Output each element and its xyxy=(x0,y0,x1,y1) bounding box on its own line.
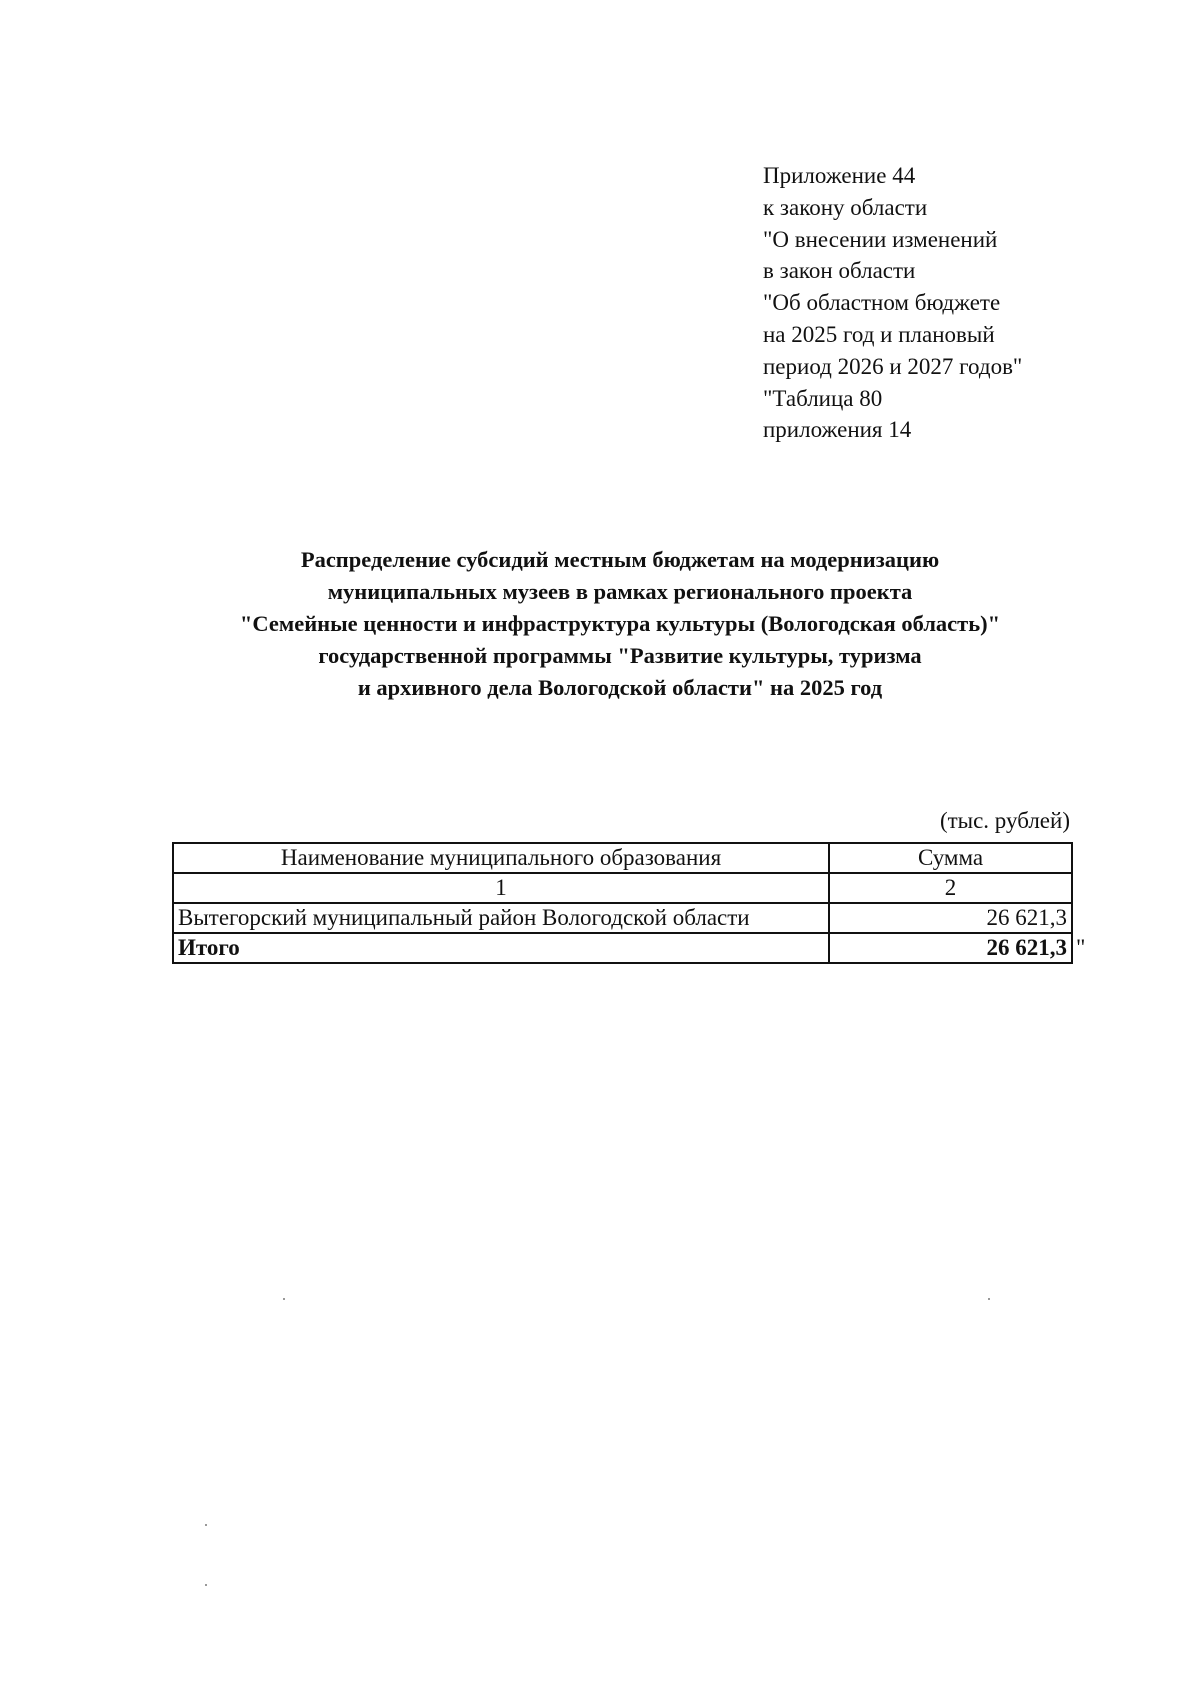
row-name: Вытегорский муниципальный район Вологодской области xyxy=(173,903,829,933)
scan-speck xyxy=(283,1298,285,1300)
scan-speck xyxy=(205,1584,207,1586)
column-number: 2 xyxy=(829,873,1072,903)
appendix-line: "Таблица 80 xyxy=(763,385,883,411)
appendix-line: "О внесении изменений xyxy=(763,226,998,252)
title-line: "Семейные ценности и инфраструктура культуры (Вологодская область)" xyxy=(239,611,1001,636)
table-row xyxy=(173,903,1072,933)
title-line: государственной программы "Развитие культуры, туризма xyxy=(318,643,922,668)
table-header-row xyxy=(173,843,1072,873)
title-line: муниципальных музеев в рамках регионального проекта xyxy=(327,579,913,604)
title-line: Распределение субсидий местным бюджетам на модернизацию xyxy=(300,547,940,572)
header-name: Наименование муниципального образования xyxy=(173,843,829,873)
title-line: и архивного дела Вологодской области" на 2025 год xyxy=(357,675,883,700)
total-name: Итого xyxy=(173,933,829,963)
column-number: 1 xyxy=(173,873,829,903)
appendix-line: "Об областном бюджете xyxy=(763,290,1001,316)
units-label: (тыс. рублей) xyxy=(939,808,1070,833)
distribution-table xyxy=(172,842,1073,964)
appendix-line: в закон области xyxy=(763,258,916,284)
total-row xyxy=(173,933,1072,963)
scan-speck xyxy=(205,1524,207,1526)
appendix-line: Приложение 44 xyxy=(763,163,916,188)
header-sum: Сумма xyxy=(829,843,1072,873)
appendix-line: на 2025 год и плановый xyxy=(763,321,995,347)
closing-quote: " xyxy=(1076,935,1086,960)
document-title xyxy=(140,544,1100,704)
total-sum: 26 621,3 xyxy=(829,933,1072,963)
scan-speck xyxy=(988,1298,990,1300)
row-sum: 26 621,3 xyxy=(829,903,1072,933)
column-number-row xyxy=(173,873,1072,903)
appendix-line: к закону области xyxy=(763,194,928,220)
appendix-line: приложения 14 xyxy=(763,417,912,443)
appendix-line: период 2026 и 2027 годов" xyxy=(763,353,1023,379)
appendix-reference xyxy=(763,160,1093,446)
